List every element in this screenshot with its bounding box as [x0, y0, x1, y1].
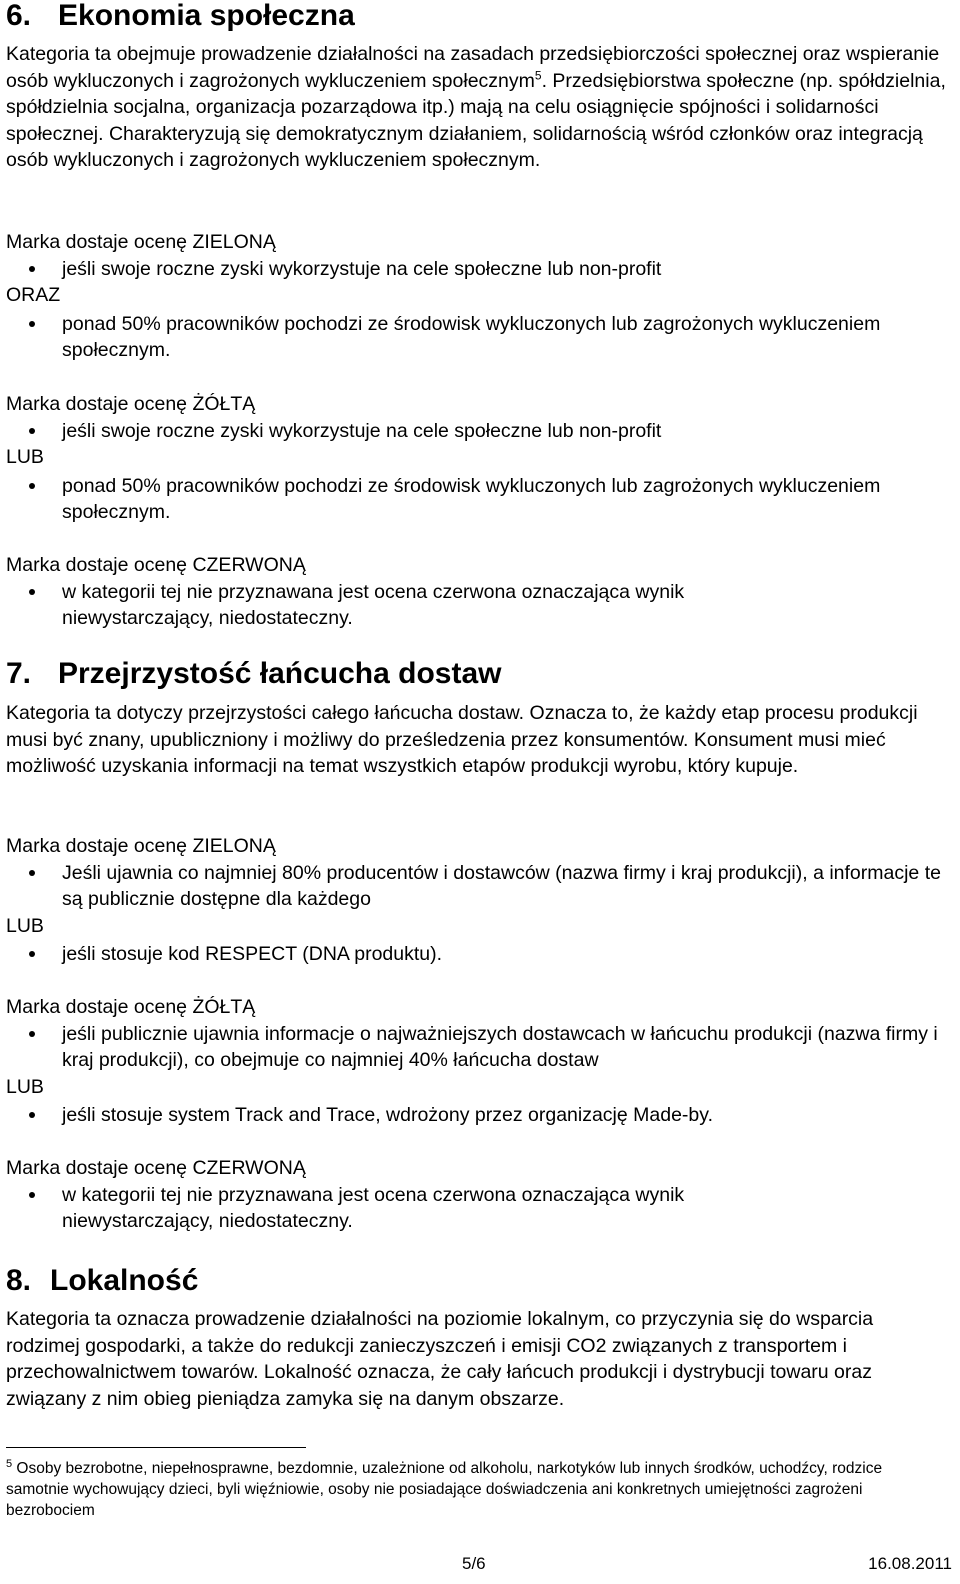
criterion-item: jeśli swoje roczne zyski wykorzystuje na cele społeczne lub non-profit	[6, 418, 952, 445]
grade-label-yellow: Marka dostaje ocenę ŻÓŁTĄ	[6, 996, 256, 1018]
section-6-heading	[6, 0, 355, 33]
grade-label-green: Marka dostaje ocenę ZIELONĄ	[6, 231, 276, 253]
grade-label-red: Marka dostaje ocenę CZERWONĄ	[6, 554, 306, 576]
footnote	[6, 1458, 936, 1521]
criterion-item: jeśli stosuje system Track and Trace, wdrożony przez organizację Made-by.	[6, 1102, 954, 1129]
grade-criteria-list	[6, 860, 952, 913]
section-6-title: Ekonomia społeczna	[58, 0, 355, 32]
connector-lub: LUB	[6, 1075, 44, 1098]
section-7-green-grade	[6, 833, 952, 968]
page-number: 5/6	[462, 1554, 486, 1573]
section-7-red-grade	[6, 1155, 952, 1235]
grade-criteria-list	[6, 579, 952, 632]
footnote-text: Osoby bezrobotne, niepełnosprawne, bezdomnie, uzależnione od alkoholu, narkotyków lub innych środków, uchodźcy, rodzice samotnie wychowujący dzieci, byli więźniowie, osoby nie posiadające doświadczenia ani konkretnych umiejętności zagrożeni bezrobociem	[6, 1460, 883, 1519]
grade-label-green: Marka dostaje ocenę ZIELONĄ	[6, 835, 276, 857]
section-6-yellow-grade	[6, 391, 952, 526]
section-6-number: 6.	[6, 0, 32, 32]
connector-oraz: ORAZ	[6, 284, 61, 306]
grade-criteria-list	[6, 1182, 952, 1235]
section-6-intro	[6, 41, 952, 174]
criterion-item: jeśli swoje roczne zyski wykorzystuje na cele społeczne lub non-profit	[6, 256, 952, 283]
criterion-item: jeśli publicznie ujawnia informacje o najważniejszych dostawcach w łańcuchu produkcji (nazwa firmy i kraj produkcji), co obejmuje co najmniej 40% łańcucha dostaw	[6, 1021, 954, 1074]
criterion-item: jeśli stosuje kod RESPECT (DNA produktu).	[6, 941, 952, 968]
grade-criteria-list	[6, 1102, 954, 1129]
section-7-heading	[6, 657, 502, 691]
footnote-reference: 5	[534, 68, 542, 82]
section-6-red-grade	[6, 552, 952, 632]
grade-label-yellow: Marka dostaje ocenę ŻÓŁTĄ	[6, 393, 256, 415]
section-8-title: Lokalność	[50, 1264, 199, 1297]
section-8-intro: Kategoria ta oznacza prowadzenie działalności na poziomie lokalnym, co przyczynia się do wsparcia rodzimej gospodarki, a także do redukcji zanieczyszczeń i emisji CO2 związanych z transportem i przechowalnictwem towarów. Lokalność oznacza, że cały łańcuch produkcji i dystrybucji towaru oraz związany z nim obieg pieniądza zamyka się na danym obszarze.	[6, 1308, 874, 1410]
criterion-item: ponad 50% pracowników pochodzi ze środowisk wykluczonych lub zagrożonych wykluczeniem społecznym.	[6, 311, 952, 364]
grade-label-red: Marka dostaje ocenę CZERWONĄ	[6, 1157, 306, 1179]
grade-criteria-list	[6, 941, 952, 968]
connector-lub: LUB	[6, 446, 44, 468]
section-6-intro-part-b: . Przedsiębiorstwa społeczne (np. spółdzielnia, spółdzielnia socjalna, organizacja pozarządowa itp.) mają na celu osiągnięcie spójności i solidarności społecznej. Charakteryzują się demokratycznym działaniem, solidarnością wśród członków oraz integracją osób wykluczonych i zagrożonych wykluczeniem społecznym.	[6, 69, 946, 171]
footnote-separator	[6, 1447, 306, 1448]
connector-lub: LUB	[6, 914, 44, 937]
section-7-number: 7.	[6, 657, 32, 690]
section-7-title: Przejrzystość łańcucha dostaw	[58, 657, 502, 690]
grade-criteria-list	[6, 311, 952, 364]
section-6-intro-part-a: Kategoria ta obejmuje prowadzenie działalności na zasadach przedsiębiorczości społecznej oraz wspieranie osób wykluczonych i zagrożonych wykluczeniem społecznym	[6, 43, 940, 92]
section-8-number: 8.	[6, 1264, 32, 1297]
section-7-yellow-grade	[6, 994, 954, 1129]
section-8-heading	[6, 1264, 198, 1298]
grade-criteria-list	[6, 418, 952, 445]
criterion-item: w kategorii tej nie przyznawana jest ocena czerwona oznaczająca wynik niewystarczający, niedostateczny.	[6, 1182, 952, 1235]
grade-criteria-list	[6, 256, 952, 283]
section-7-intro: Kategoria ta dotyczy przejrzystości całego łańcucha dostaw. Oznacza to, że każdy etap procesu produkcji musi być znany, upubliczniony i możliwy do prześledzenia przez konsumentów. Konsument musi mieć możliwość uzyskania informacji na temat wszystkich etapów produkcji wyrobu, który kupuje.	[6, 702, 918, 777]
grade-criteria-list	[6, 473, 952, 526]
grade-criteria-list	[6, 1021, 954, 1074]
criterion-item: ponad 50% pracowników pochodzi ze środowisk wykluczonych lub zagrożonych wykluczeniem społecznym.	[6, 473, 952, 526]
criterion-item: Jeśli ujawnia co najmniej 80% producentów i dostawców (nazwa firmy i kraj produkcji), a informacje te są publicznie dostępne dla każdego	[6, 860, 952, 913]
criterion-item: w kategorii tej nie przyznawana jest ocena czerwona oznaczająca wynik niewystarczający, niedostateczny.	[6, 579, 952, 632]
footnote-mark: 5	[6, 1457, 13, 1470]
document-date: 16.08.2011	[868, 1554, 952, 1573]
section-6-green-grade	[6, 229, 952, 364]
